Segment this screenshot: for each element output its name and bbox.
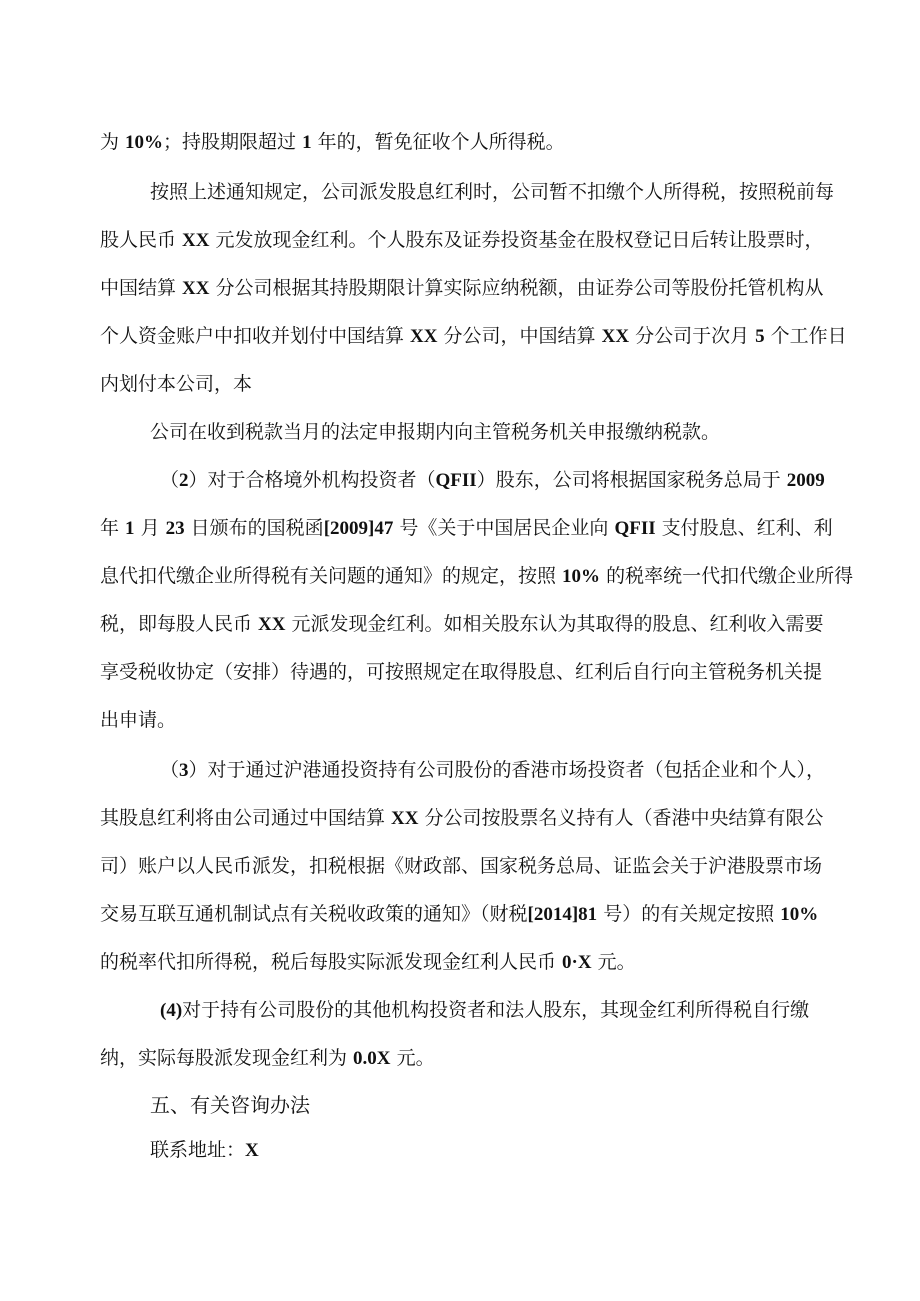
contact-label: 联系地址： [150, 1139, 246, 1161]
paragraph-2-line-5: 内划付本公司，本 [100, 373, 253, 395]
contact-value: X [245, 1140, 259, 1161]
paragraph-4-line-5: 享受税收协定（安排）待遇的，可按照规定在取得股息、红利后自行向主管税务机关提 [100, 661, 823, 683]
paragraph-2-line-1: 按照上述通知规定，公司派发股息红利时，公司暂不扣缴个人所得税，按照税前每 [150, 181, 835, 203]
paragraph-6-line-1: (4)对于持有公司股份的其他机构投资者和法人股东，其现金红利所得税自行缴 [160, 999, 810, 1021]
paragraph-5-line-3: 司）账户以人民币派发，扣税根据《财政部、国家税务总局、证监会关于沪港股票市场 [100, 855, 823, 877]
paragraph-4-line-4: 税，即每股人民币 XX 元派发现金红利。如相关股东认为其取得的股息、红利收入需要 [100, 613, 824, 635]
paragraph-4-line-3: 息代扣代缴企业所得税有关问题的通知》的规定，按照 10% 的税率统一代扣代缴企业所得 [100, 565, 854, 587]
section-heading: 五、有关咨询办法 [150, 1093, 310, 1117]
paragraph-4-line-1: （2）对于合格境外机构投资者（QFII）股东，公司将根据国家税务总局于 2009 [160, 469, 825, 491]
paragraph-2-line-3: 中国结算 XX 分公司根据其持股期限计算实际应纳税额，由证券公司等股份托管机构从 [100, 277, 824, 299]
paragraph-3-line-1: 公司在收到税款当月的法定申报期内向主管税务机关申报缴纳税款。 [150, 421, 721, 443]
paragraph-6-line-2: 纳，实际每股派发现金红利为 0.0X 元。 [100, 1047, 435, 1069]
paragraph-1-line-1: 为 10%；持股期限超过 1 年的，暂免征收个人所得税。 [100, 131, 565, 153]
paragraph-4-line-6: 出申请。 [100, 709, 177, 731]
paragraph-4-line-2: 年 1 月 23 日颁布的国税函[2009]47 号《关于中国居民企业向 QFII 支付股息、红利、利 [100, 517, 833, 539]
paragraph-2-line-4: 个人资金账户中扣收并划付中国结算 XX 分公司，中国结算 XX 分公司于次月 5 个工作日 [100, 325, 847, 347]
paragraph-5-line-1: （3）对于通过沪港通投资持有公司股份的香港市场投资者（包括企业和个人）， [160, 759, 826, 781]
paragraph-5-line-5: 的税率代扣所得税，税后每股实际派发现金红利人民币 0·X 元。 [100, 951, 636, 973]
paragraph-5-line-2: 其股息红利将由公司通过中国结算 XX 分公司按股票名义持有人（香港中央结算有限公 [100, 807, 824, 829]
contact-address [150, 1134, 920, 1166]
paragraph-5-line-4: 交易互联互通机制试点有关税收政策的通知》（财税[2014]81 号）的有关规定按照 10% [100, 903, 819, 925]
paragraph-2-line-2: 股人民币 XX 元发放现金红利。个人股东及证券投资基金在股权登记日后转让股票时， [100, 229, 824, 251]
